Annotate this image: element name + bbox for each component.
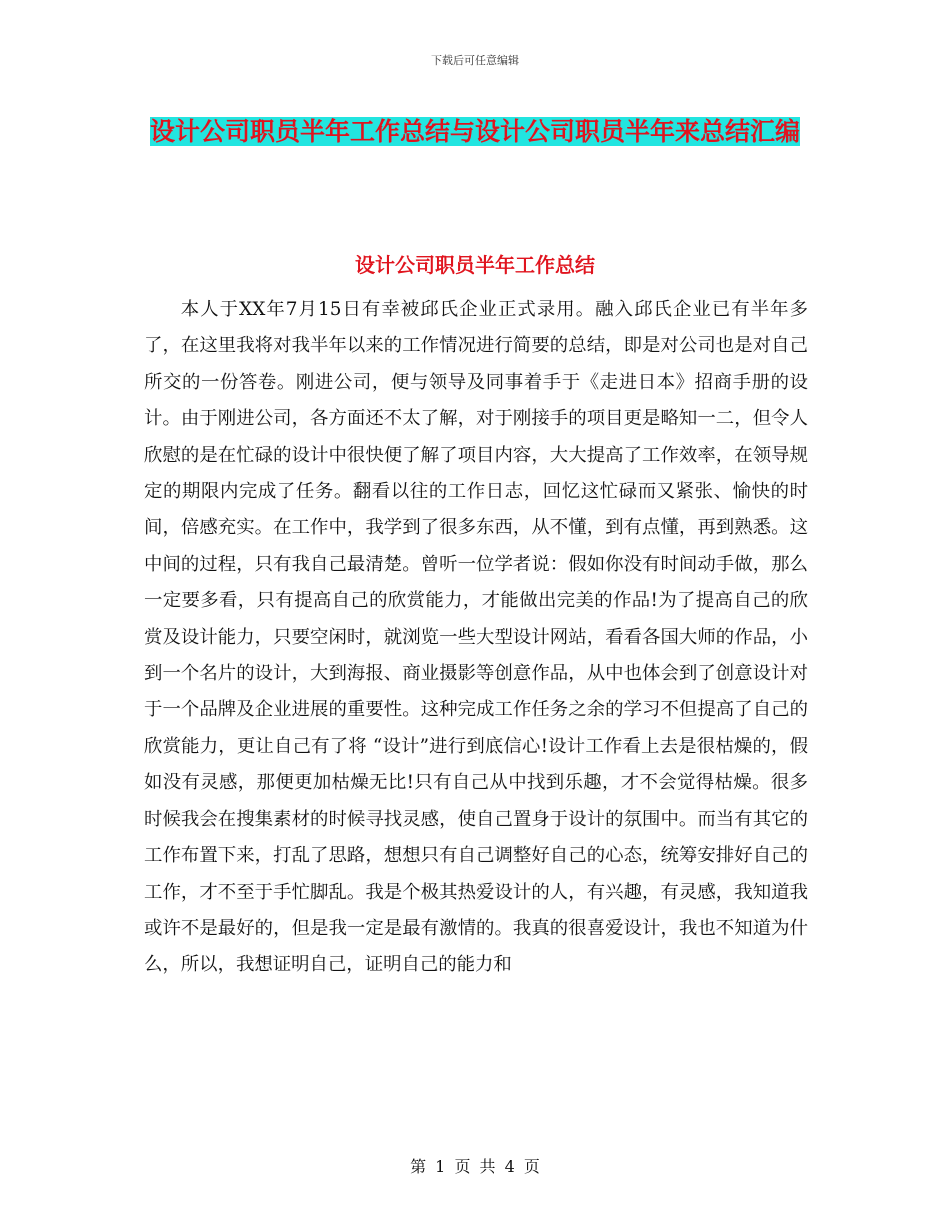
- body-paragraph: 本人于XX年7月15日有幸被邱氏企业正式录用。融入邱氏企业已有半年多了，在这里我将对我半年以来的工作情况进行简要的总结，即是对公司也是对自己所交的一份答卷。刚进公司，便与领导及同事着手于《走进日本》招商手册的设计。由于刚进公司，各方面还不太了解，对于刚接手的项目更是略知一二，但令人欣慰的是在忙碌的设计中很快便了解了项目内容，大大提高了工作效率，在领导规定的期限内完成了任务。翻看以往的工作日志，回忆这忙碌而又紧张、愉快的时间，倍感充实。在工作中，我学到了很多东西，从不懂，到有点懂，再到熟悉。这中间的过程，只有我自己最清楚。曾听一位学者说：假如你没有时间动手做，那么一定要多看，只有提高自己的欣赏能力，才能做出完美的作品!为了提高自己的欣赏及设计能力，只要空闲时，就浏览一些大型设计网站，看看各国大师的作品，小到一个名片的设计，大到海报、商业摄影等创意作品，从中也体会到了创意设计对于一个品牌及企业进展的重要性。这种完成工作任务之余的学习不但提高了自己的欣赏能力，更让自己有了将 “设计”进行到底信心!设计工作看上去是很枯燥的，假如没有灵感，那便更加枯燥无比!只有自己从中找到乐趣，才不会觉得枯燥。很多时候我会在搜集素材的时候寻找灵感，使自己置身于设计的氛围中。而当有其它的工作布置下来，打乱了思路，想想只有自己调整好自己的心态，统筹安排好自己的工作，才不至于手忙脚乱。我是个极其热爱设计的人，有兴趣，有灵感，我知道我或许不是最好的，但是我一定是最有激情的。我真的很喜爱设计，我也不知道为什么，所以，我想证明自己，证明自己的能力和: [144, 299, 808, 976]
- body-text: [144, 292, 808, 984]
- page-number-footer: 第 1 页 共 4 页: [410, 1157, 540, 1176]
- document-title-text: 设计公司职员半年工作总结与设计公司职员半年来总结汇编: [149, 117, 800, 146]
- section-title: 设计公司职员半年工作总结: [355, 253, 595, 277]
- document-title: [130, 108, 820, 155]
- page-header-note: 下载后可任意编辑: [431, 54, 519, 67]
